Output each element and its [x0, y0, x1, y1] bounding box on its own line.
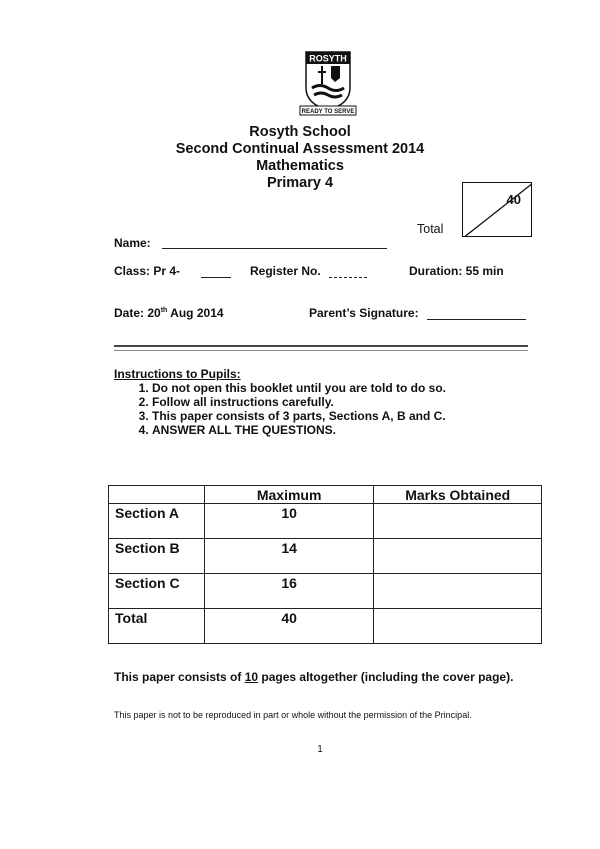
row-marks-obtained[interactable] [374, 539, 542, 574]
instruction-item: 4. ANSWER ALL THE QUESTIONS. [152, 423, 446, 437]
row-maximum: 16 [204, 574, 374, 609]
table-row [109, 504, 542, 539]
instructions-block [114, 367, 446, 437]
table-row [109, 574, 542, 609]
crest-shield-icon [298, 48, 358, 116]
subject-title: Mathematics [256, 158, 344, 174]
total-label: Total [417, 222, 444, 236]
date-month-year: Aug 2014 [167, 306, 224, 320]
row-section: Section A [109, 504, 205, 539]
instruction-item: 2. Follow all instructions carefully. [152, 395, 446, 409]
school-name: Rosyth School [249, 124, 351, 140]
duration-text: Duration: 55 min [409, 264, 504, 278]
instructions-title: Instructions to Pupils: [114, 367, 241, 381]
header-maximum: Maximum [204, 486, 374, 504]
header-section [109, 486, 205, 504]
instruction-item: 1. Do not open this booklet until you are told to do so. [152, 381, 446, 395]
header-marks-obtained: Marks Obtained [374, 486, 542, 504]
page-count-note [114, 670, 528, 685]
copyright-note: This paper is not to be reproduced in part or whole without the permission of the Principal. [114, 710, 472, 720]
instructions-list [114, 381, 446, 437]
row-marks-obtained[interactable] [374, 609, 542, 644]
row-section: Section B [109, 539, 205, 574]
score-diagonal-icon [463, 183, 532, 237]
assessment-title: Second Continual Assessment 2014 [175, 141, 425, 157]
instruction-item: 3. This paper consists of 3 parts, Sections A, B and C. [152, 409, 446, 423]
crest-text: ROSYTH [309, 53, 347, 64]
class-field[interactable] [201, 264, 231, 278]
date-day: Date: 20 [114, 306, 161, 320]
row-maximum: 40 [204, 609, 374, 644]
divider-rule-secondary [114, 350, 528, 351]
date-ordinal: th [160, 307, 168, 314]
register-field[interactable] [329, 264, 367, 278]
row-marks-obtained[interactable] [374, 504, 542, 539]
parent-signature-field[interactable] [427, 306, 526, 320]
row-section: Total [109, 609, 205, 644]
parent-signature-label: Parent’s Signature: [309, 306, 419, 320]
total-score-box[interactable] [462, 182, 532, 237]
class-label: Class: Pr 4- [114, 264, 181, 278]
total-max-score: 40 [506, 192, 521, 207]
page-count-value: 10 [244, 670, 259, 684]
date-text [114, 306, 224, 320]
page-count-prefix: This paper consists of [114, 670, 245, 684]
level-title: Primary 4 [266, 175, 334, 191]
register-label: Register No. [250, 264, 321, 278]
row-section: Section C [109, 574, 205, 609]
row-maximum: 10 [204, 504, 374, 539]
crest-motto: READY TO SERVE [301, 109, 355, 115]
name-field[interactable] [162, 236, 387, 249]
table-row [109, 609, 542, 644]
marks-table [108, 485, 542, 644]
school-crest [298, 48, 358, 116]
table-row [109, 539, 542, 574]
marks-table-header-row [109, 486, 542, 504]
row-marks-obtained[interactable] [374, 574, 542, 609]
page-count-suffix: pages altogether (including the cover page). [258, 670, 514, 684]
divider-rule [114, 345, 528, 347]
row-maximum: 14 [204, 539, 374, 574]
name-label: Name: [114, 236, 151, 250]
page-number: 1 [317, 744, 323, 755]
